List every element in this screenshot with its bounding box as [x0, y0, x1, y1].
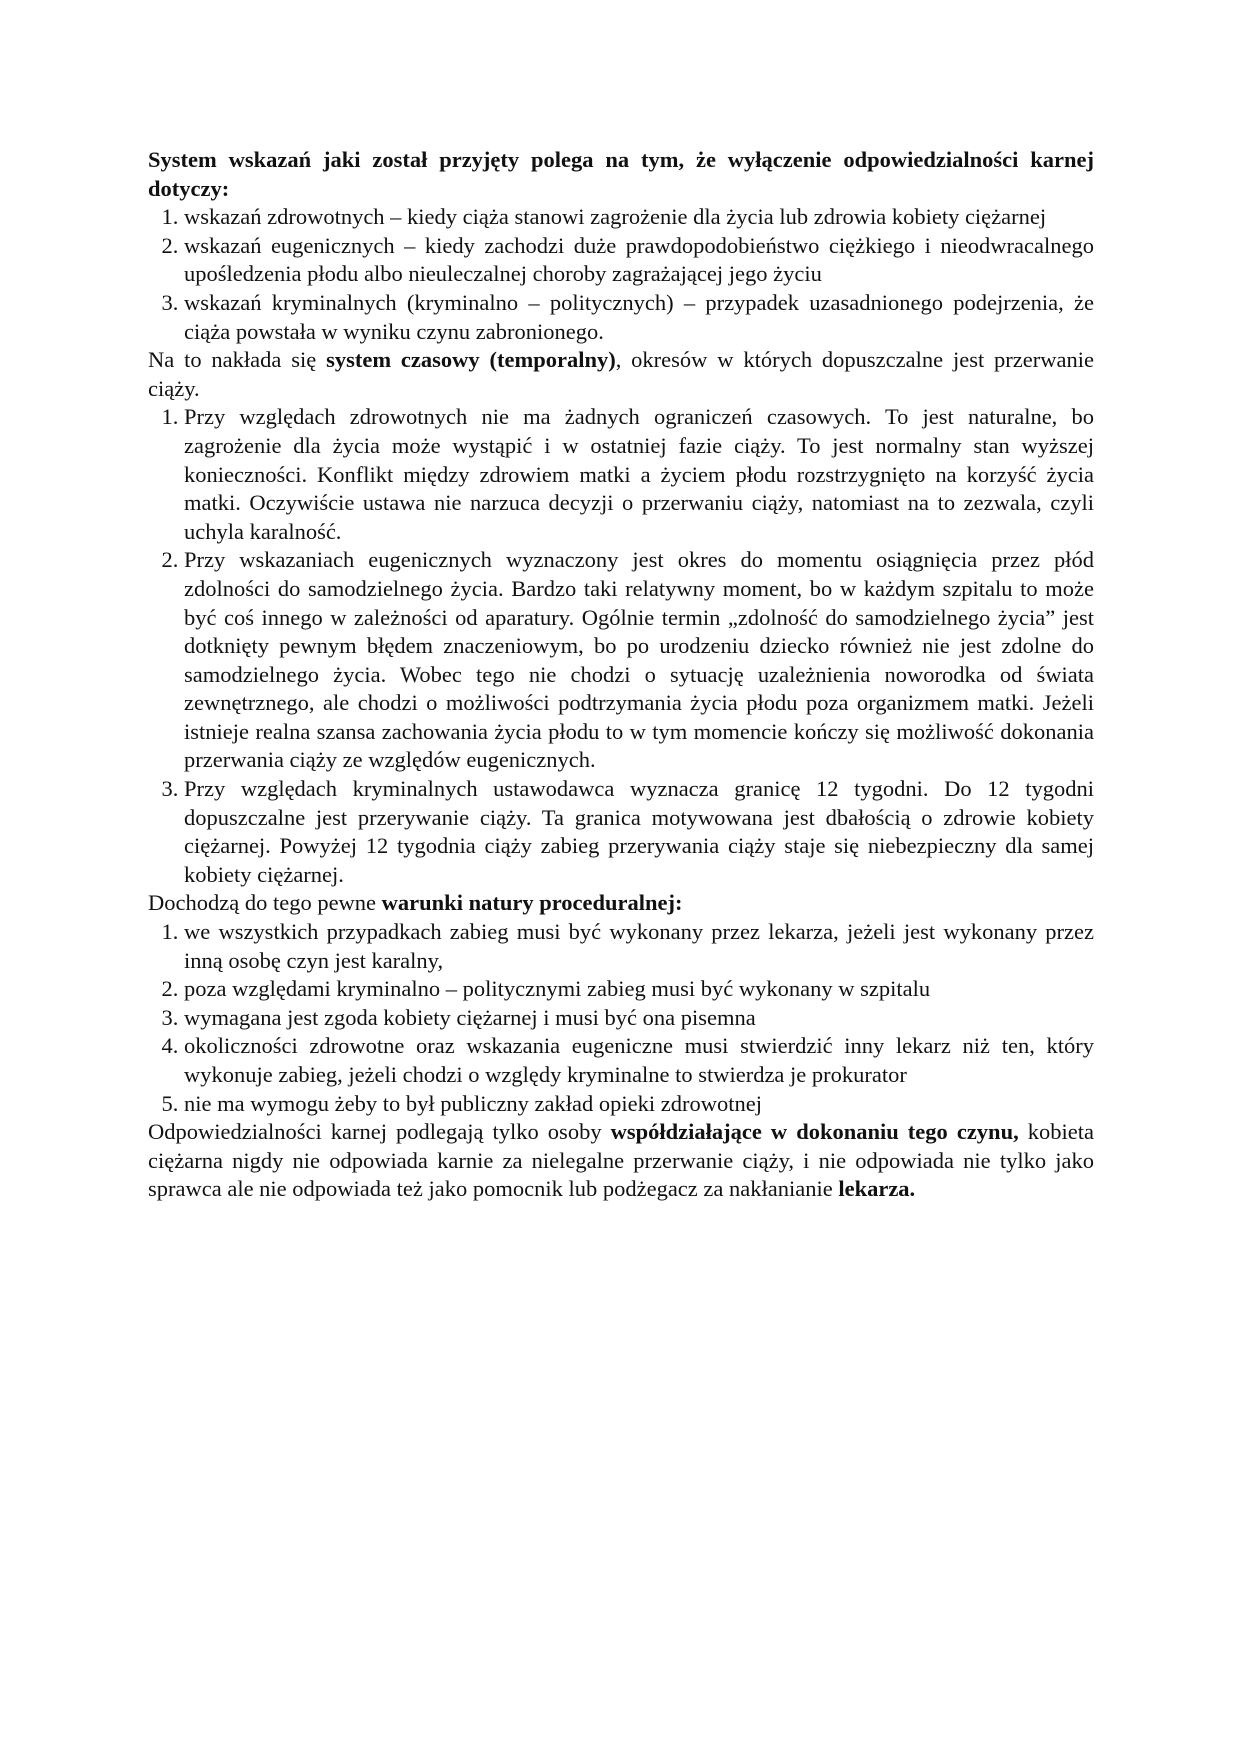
section-heading: System wskazań jaki został przyjęty polega na tym, że wyłączenie odpowiedzialności karnej dotyczy: — [148, 147, 1094, 201]
temporal-intro-bold: system czasowy (temporalny) — [326, 347, 616, 373]
closing-bold-doctor: lekarza. — [838, 1176, 916, 1202]
list-item-procedural-consent: 3. wymagana jest zgoda kobiety ciężarnej i musi być ona pisemna — [184, 1004, 1094, 1033]
temporal-intro-text: Na to nakłada się — [148, 347, 327, 373]
closing-text-middle: kobieta ciężarna nigdy nie odpowiada karnie za nielegalne przerwanie ciąży, i nie odpowiada nie tylko jako sprawca ale nie odpowiada też jako pomocnik lub podżegacz za nakłanianie — [148, 1119, 1094, 1202]
temporal-intro-paragraph — [148, 346, 1094, 403]
temporal-list — [148, 403, 1094, 889]
procedural-list — [148, 918, 1094, 1118]
temporal-intro-tail: , okresów w których dopuszczalne jest przerwanie ciąży. — [148, 347, 1094, 401]
procedural-intro-text: Dochodzą do tego pewne — [148, 890, 382, 916]
indications-list — [148, 203, 1094, 346]
list-item-procedural-confirmation: 4. okoliczności zdrowotne oraz wskazania eugeniczne musi stwierdzić inny lekarz niż ten, który wykonuje zabieg, jeżeli chodzi o względy kryminalne to stwierdza je prokurator — [184, 1032, 1094, 1089]
procedural-intro-paragraph — [148, 889, 1094, 918]
document-page — [148, 146, 1094, 1204]
list-item-procedural-hospital: 2. poza względami kryminalno – politycznymi zabieg musi być wykonany w szpitalu — [184, 975, 1094, 1004]
closing-paragraph — [148, 1118, 1094, 1204]
list-item-criminal-indications: 3. wskazań kryminalnych (kryminalno – politycznych) – przypadek uzasadnionego podejrzenia, że ciąża powstała w wyniku czynu zabronionego. — [184, 289, 1094, 346]
closing-bold-participants: współdziałające w dokonaniu tego czynu, — [610, 1119, 1019, 1145]
list-item-temporal-criminal: 3. Przy względach kryminalnych ustawodawca wyznacza granicę 12 tygodni. Do 12 tygodni dopuszczalne jest przerywanie ciąży. Ta granica motywowana jest dbałością o zdrowie kobiety ciężarnej. Powyżej 12 tygodnia ciąży zabieg przerywania ciąży staje się niebezpieczny dla samej kobiety ciężarnej. — [184, 775, 1094, 889]
closing-text-start: Odpowiedzialności karnej podlegają tylko osoby — [148, 1119, 611, 1145]
list-item-eugenic-indications: 2. wskazań eugenicznych – kiedy zachodzi duże prawdopodobieństwo ciężkiego i nieodwracalnego upośledzenia płodu albo nieuleczalnej choroby zagrażającej jego życiu — [184, 232, 1094, 289]
list-item-temporal-eugenic: 2. Przy wskazaniach eugenicznych wyznaczony jest okres do momentu osiągnięcia przez płód zdolności do samodzielnego życia. Bardzo taki relatywny moment, bo w każdym szpitalu to może być coś innego w zależności od aparatury. Ogólnie termin „zdolność do samodzielnego życia” jest dotknięty pewnym błędem znaczeniowym, bo po urodzeniu dziecko również nie jest zdolne do samodzielnego życia. Wobec tego nie chodzi o sytuację uzależnienia noworodka od świata zewnętrznego, ale chodzi o możliwości podtrzymania życia płodu poza organizmem matki. Jeżeli istnieje realna szansa zachowania życia płodu to w tym momencie kończy się możliwość dokonania przerwania ciąży ze względów eugenicznych. — [184, 546, 1094, 775]
procedural-intro-bold: warunki natury proceduralnej: — [381, 890, 683, 916]
list-item-temporal-health: 1. Przy względach zdrowotnych nie ma żadnych ograniczeń czasowych. To jest naturalne, bo zagrożenie dla życia może wystąpić i w ostatniej fazie ciąży. To jest normalny stan wyższej konieczności. Konflikt między zdrowiem matki a życiem płodu rozstrzygnięto na korzyść życia matki. Oczywiście ustawa nie narzuca decyzji o przerwaniu ciąży, natomiast na to zezwala, czyli uchyla karalność. — [184, 403, 1094, 546]
list-item-health-indications: 1. wskazań zdrowotnych – kiedy ciąża stanowi zagrożenie dla życia lub zdrowia kobiety ciężarnej — [184, 203, 1094, 232]
list-item-procedural-doctor: 1. we wszystkich przypadkach zabieg musi być wykonany przez lekarza, jeżeli jest wykonany przez inną osobę czyn jest karalny, — [184, 918, 1094, 975]
list-item-procedural-facility: 5. nie ma wymogu żeby to był publiczny zakład opieki zdrowotnej — [184, 1090, 1094, 1119]
